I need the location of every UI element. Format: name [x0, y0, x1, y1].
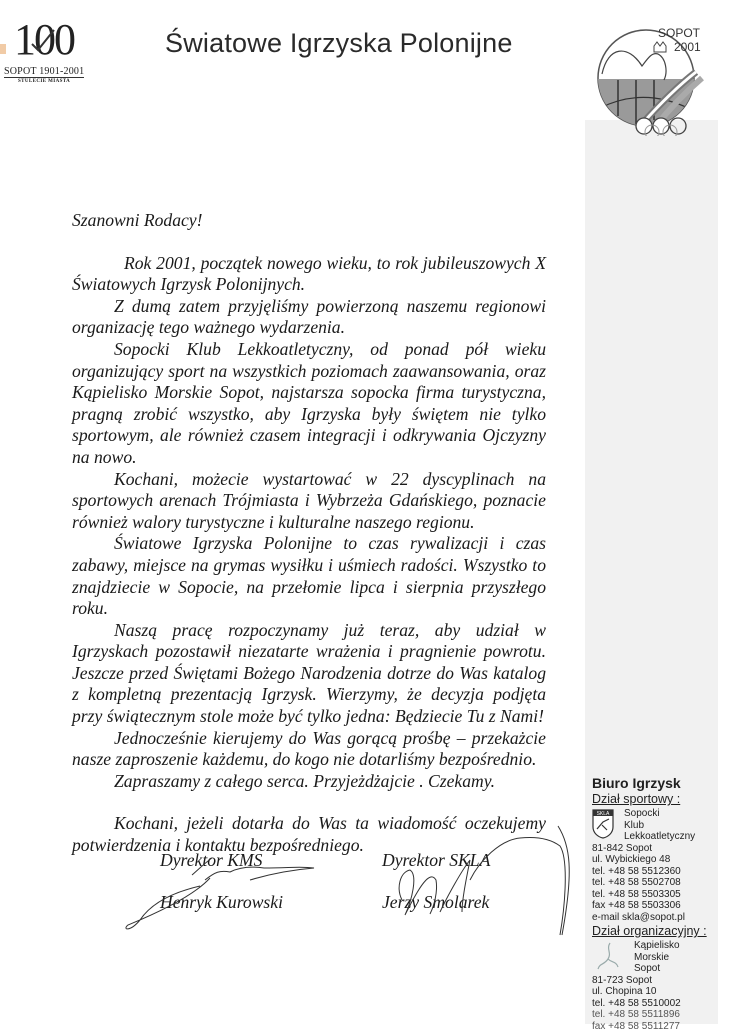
address-street: ul. Chopina 10	[592, 986, 742, 998]
phone: tel. +48 58 5502708	[592, 877, 742, 889]
phone: tel. +48 58 5511896	[592, 1009, 742, 1021]
phone: tel. +48 58 5512360	[592, 866, 742, 878]
paragraph: Zapraszamy z całego serca. Przyjeżdżajcie . Czekamy.	[72, 771, 546, 793]
paragraph: Sopocki Klub Lekkoatletyczny, od ponad pół wieku organizujący sport na wszystkich poziomach zaawansowania, oraz Kąpielisko Morskie Sopot, najstarsza sopocka firma turystyczna, pragną zrobić wszystko, aby Igrzyska były świętem nie tylko sportowym, ale również czasem integracji i odkrywania Ojczyzny na nowo.	[72, 339, 546, 469]
sports-org	[592, 808, 742, 843]
address-postal: 81-842 Sopot	[592, 843, 742, 855]
email[interactable]: e-mail skla@sopot.pl	[592, 912, 742, 924]
signature-name: Jerzy Smolarek	[382, 892, 490, 913]
page-title: Światowe Igrzyska Polonijne	[165, 28, 565, 59]
signature-block-skla	[382, 850, 490, 913]
org-line: Sopot	[634, 963, 742, 975]
org-dept-label: Dział organizacyjny :	[592, 924, 742, 939]
organizational-org	[592, 940, 742, 975]
sports-dept-label: Dział sportowy :	[592, 792, 742, 807]
centenary-number: 100	[4, 20, 94, 60]
centenary-years: SOPOT 1901-2001	[4, 66, 84, 78]
org-line: Sopocki	[624, 808, 742, 820]
org-line: Klub	[624, 820, 742, 832]
sopot-centenary-logo	[4, 20, 94, 84]
paragraph: Światowe Igrzyska Polonijne to czas rywalizacji i czas zabawy, miejsce na grymas wysiłku i uśmiech radości. Wszystko to znajdziecie w Sopocie, na przełomie lipca i sierpnia przyszłego roku.	[72, 533, 546, 619]
sopot-2001-logo	[588, 16, 718, 136]
fax: fax +48 58 5503306	[592, 900, 742, 912]
paragraph: Jednocześnie kierujemy do Was gorącą prośbę – przekażcie nasze zaproszenie każdemu, do kogo nie dotarliśmy bezpośrednio.	[72, 728, 546, 771]
signature-role: Dyrektor SKLA	[382, 850, 490, 871]
signature-role: Dyrektor KMS	[160, 850, 283, 871]
paragraph: Z dumą zatem przyjęliśmy powierzoną naszemu regionowi organizację tego ważnego wydarzenia.	[72, 296, 546, 339]
fax: fax +48 58 5511277	[592, 1021, 742, 1032]
address-postal: 81-723 Sopot	[592, 975, 742, 987]
contact-heading: Biuro Igrzysk	[592, 775, 742, 792]
letter-body	[72, 210, 546, 857]
paragraph: Kochani, możecie wystartować w 22 dyscyplinach na sportowych arenach Trójmiasta i Wybrzeża Gdańskiego, poznacie również walory turystyczne i kulturalne naszego regionu.	[72, 469, 546, 534]
paragraph: Naszą pracę rozpoczynamy już teraz, aby udział w Igrzyskach pozostawił niezatarte wrażenia i pragnienie powrotu. Jeszcze przed Świętami Bożego Narodzenia dotrze do Was katalog z kompletną prezentacją Igrzysk. Wierzymy, że decyzja podjęta przy świątecznym stole może być tylko jedna: Będziecie Tu z Nami!	[72, 620, 546, 728]
kms-seahorse-icon	[596, 941, 622, 973]
signature-block-kms	[160, 850, 283, 913]
checkmark-in-zero-icon	[28, 26, 58, 56]
centenary-subtitle: STULECIE MIASTA	[4, 79, 94, 84]
skla-shield-icon	[592, 809, 614, 839]
logo-year: 2001	[674, 40, 701, 54]
org-line: Morskie	[634, 952, 742, 964]
signature-name: Henryk Kurowski	[160, 892, 283, 913]
salutation: Szanowni Rodacy!	[72, 210, 546, 232]
phone: tel. +48 58 5503305	[592, 889, 742, 901]
phone: tel. +48 58 5510002	[592, 998, 742, 1010]
address-street: ul. Wybickiego 48	[592, 854, 742, 866]
org-line: Kąpielisko	[634, 940, 742, 952]
paragraph: Rok 2001, początek nowego wieku, to rok jubileuszowych X Światowych Igrzysk Polonijnych.	[72, 253, 546, 296]
contact-block	[592, 775, 742, 1032]
svg-text:SKLA: SKLA	[597, 811, 610, 817]
closing-paragraph: Kochani, jeżeli dotarła do Was ta wiadomość oczekujemy potwierdzenia i kontaktu bezpośredniego.	[72, 813, 546, 856]
logo-city: SOPOT	[658, 26, 700, 40]
org-line: Lekkoatletyczny	[624, 831, 742, 843]
